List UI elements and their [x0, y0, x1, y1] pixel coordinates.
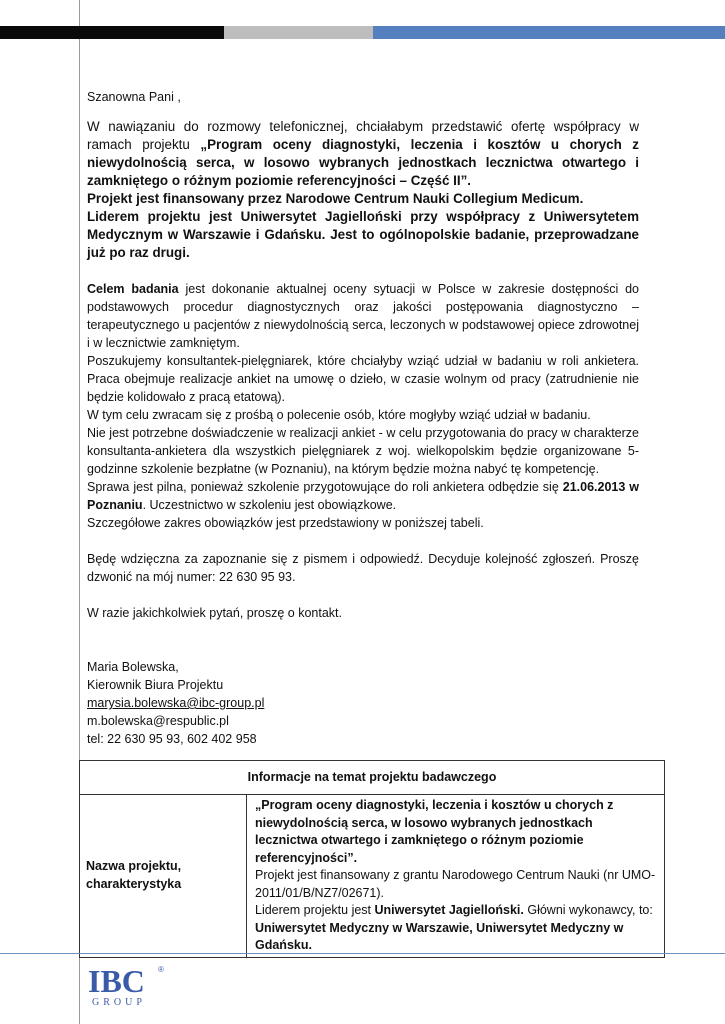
- executors: Uniwersytet Medyczny w Warszawie, Uniwersytet Medyczny w Gdańsku.: [255, 920, 624, 952]
- project-title: „Program oceny diagnostyki, leczenia i kosztów u chorych z niewydolnością serca, w losowo wybranych jednostkach lecznictwa otwartego i zamkniętego o różnym poziomie referencyjności”.: [255, 798, 614, 865]
- letter-body: [87, 88, 639, 748]
- urgent-text: Sprawa jest pilna, ponieważ szkolenie przygotowujące do roli ankietera odbędzie się: [87, 480, 563, 494]
- executors-prefix: Główni wykonawcy, to:: [523, 903, 653, 917]
- table-row: [80, 795, 665, 958]
- urgent-paragraph: [87, 478, 639, 514]
- project-info-table: [79, 760, 665, 958]
- intro-leader: Liderem projektu jest Uniwersytet Jagielloński przy współpracy z Uniwersytetem Medycznym w Warszawie i Gdańsku. Jest to ogólnopolskie badanie, przeprowadzane już po raz drugi.: [87, 209, 639, 260]
- training-paragraph: Nie jest potrzebne doświadczenie w realizacji ankiet - w celu przygotowania do pracy w charakterze konsultanta-ankietera dla wszystkich pielęgniarek z woj. wielkopolskim będzie organizowane 5-godzinne szkolenie bezpłatne (w Poznaniu), na którym będzie można nabyć tę kompetencję.: [87, 426, 639, 476]
- greeting: Szanowna Pani ,: [87, 90, 181, 104]
- logo-subtext: GROUP: [92, 997, 146, 1008]
- footer-rule: [0, 953, 725, 954]
- thanks-paragraph: Będę wdzięczna za zapoznanie się z pismem i odpowiedź. Decyduje kolejność zgłoszeń. Proszę dzwonić na mój numer: 22 630 95 93.: [87, 552, 639, 584]
- intro-funding: Projekt jest finansowany przez Narodowe Centrum Nauki Collegium Medicum.: [87, 191, 584, 206]
- urgent-date: 21.06.2013 w Poznaniu: [87, 480, 639, 512]
- ibc-group-logo: [86, 962, 176, 1008]
- search-paragraph: Poszukujemy konsultantek-pielęgniarek, które chciałyby wziąć udział w badaniu w roli ankietera. Praca obejmuje realizacje ankiet na umowę o dzieło, w czasie wolnym od pracy (zatrudnienie nie będzie kolidowało z pracą etatową).: [87, 354, 639, 404]
- request-paragraph: W tym celu zwracam się z prośbą o polecenie osób, które mogłyby wziąć udział w badaniu.: [87, 408, 591, 422]
- header-bar-gray: [224, 26, 373, 39]
- aim-label: Celem badania: [87, 282, 179, 296]
- logo-registered-mark: ®: [158, 965, 164, 974]
- leader-prefix: Liderem projektu jest: [255, 903, 375, 917]
- header-bar-blue: [373, 26, 725, 39]
- intro-project-title: „Program oceny diagnostyki, leczenia i kosztów u chorych z niewydolnością serca, w losowo wybranych jednostkach lecznictwa otwartego i zamkniętego o różnym poziomie referencyjności – Część II”.: [87, 137, 639, 188]
- email-2: m.bolewska@respublic.pl: [87, 714, 229, 728]
- project-funding: Projekt jest finansowany z grantu Narodowego Centrum Nauki (nr UMO-2011/01/B/NZ7/02671).: [255, 868, 656, 900]
- logo-text: IBC: [88, 963, 145, 999]
- header-bar-black: [0, 26, 224, 39]
- table-heading: Informacje na temat projektu badawczego: [80, 761, 665, 795]
- row-content: [247, 795, 665, 958]
- row-label: Nazwa projektu, charakterystyka: [80, 795, 247, 958]
- intro-paragraph: [87, 118, 639, 262]
- aim-paragraph: [87, 280, 639, 352]
- signature-phone: tel: 22 630 95 93, 602 402 958: [87, 732, 257, 746]
- aim-text: jest dokonanie aktualnej oceny sytuacji w Polsce w zakresie dostępności do podstawowych procedur diagnostycznych oraz jakości postępowania diagnostyczno – terapeutycznego u pacjentów z niewydolnością serca, leczonych w podstawowej opiece zdrowotnej i w lecznictwie zamkniętym.: [87, 282, 640, 350]
- contact-paragraph: W razie jakichkolwiek pytań, proszę o kontakt.: [87, 606, 342, 620]
- leader-name: Uniwersytet Jagielloński.: [374, 903, 524, 917]
- signature-role: Kierownik Biura Projektu: [87, 678, 224, 692]
- signature-name: Maria Bolewska,: [87, 660, 179, 674]
- intro-text: W nawiązaniu do rozmowy telefonicznej, chciałabym przedstawić ofertę współpracy w ramach projektu: [87, 119, 639, 152]
- signature-block: [87, 658, 639, 748]
- email-link-1[interactable]: marysia.bolewska@ibc-group.pl: [87, 696, 265, 710]
- details-paragraph: Szczegółowe zakres obowiązków jest przedstawiony w poniższej tabeli.: [87, 516, 484, 530]
- urgent-after: . Uczestnictwo w szkoleniu jest obowiązkowe.: [142, 498, 397, 512]
